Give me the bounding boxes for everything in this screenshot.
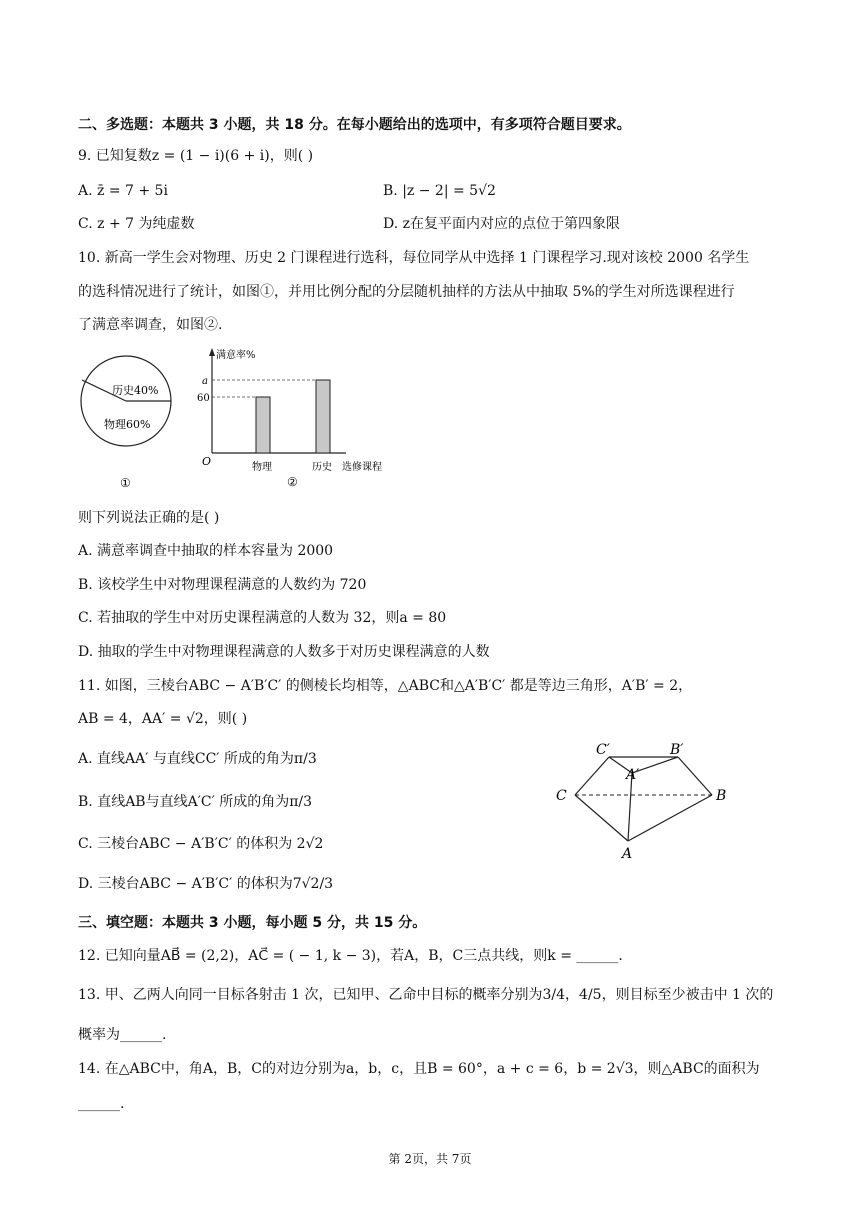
question-9-option-d: D. z在复平面内对应的点位于第四象限	[383, 216, 621, 232]
vertex-label-a1: A′	[626, 767, 640, 783]
question-14-stem-line-1: 14. 在△ABC中，角A，B，C的对边分别为a，b，c，且B = 60°，a + c = 6，b = 2√3，则△ABC的面积为	[78, 1061, 760, 1077]
question-10-option-c: C. 若抽取的学生中对历史课程满意的人数为 32，则a = 80	[78, 610, 447, 626]
bar-chart-figure-2	[196, 343, 406, 493]
question-10-option-b: B. 该校学生中对物理课程满意的人数约为 720	[78, 577, 367, 593]
question-12-stem: 12. 已知向量AB⃗ = (2,2)，AC⃗ = ( − 1, k − 3)，若A，B，C三点共线，则k = ______.	[78, 948, 623, 964]
x-label-history: 历史	[312, 462, 332, 473]
section-header-multiple-choice: 二、多选题：本题共 3 小题，共 18 分。在每小题给出的选项中，有多项符合题目要求。	[78, 117, 631, 133]
question-11-option-a: A. 直线AA′ 与直线CC′ 所成的角为π/3	[78, 751, 317, 767]
y-axis-label: 满意率%	[216, 350, 256, 361]
question-11-stem-line-2: AB = 4，AA′ = √2，则( )	[78, 711, 248, 727]
question-10-option-a: A. 满意率调查中抽取的样本容量为 2000	[78, 543, 334, 559]
question-9-option-a: A. z̄ = 7 + 5i	[78, 183, 168, 199]
page-footer: 第 2页，共 7页	[388, 1152, 472, 1166]
figure-1-caption: ①	[120, 476, 131, 490]
question-10-prompt: 则下列说法正确的是( )	[78, 510, 220, 526]
bar-history	[316, 380, 330, 453]
vertex-label-c: C	[556, 788, 567, 804]
pie-label-physics: 物理60%	[104, 418, 151, 431]
x-label-physics: 物理	[252, 462, 272, 473]
pie-label-history: 历史40%	[112, 384, 159, 397]
edge-c1-c	[575, 757, 609, 795]
question-9-option-c: C. z + 7 为纯虚数	[78, 216, 195, 232]
vertex-label-a: A	[622, 846, 633, 862]
y-axis-arrow	[209, 348, 215, 356]
pie-chart-figure-1	[74, 353, 184, 493]
question-9-option-b: B. |z − 2| = 5√2	[383, 183, 496, 199]
section-header-fill-in: 三、填空题：本题共 3 小题，每小题 5 分，共 15 分。	[78, 915, 427, 931]
vertex-label-c1: C′	[596, 742, 610, 758]
question-11-stem-line-1: 11. 如图，三棱台ABC − A′B′C′ 的侧棱长均相等，△ABC和△A′B′C′ 都是等边三角形，A′B′ = 2，	[78, 678, 693, 694]
y-tick-a: a	[202, 376, 208, 387]
edge-a1-a	[628, 773, 632, 841]
origin-label: O	[202, 455, 212, 468]
bar-physics	[256, 397, 270, 453]
question-10-option-d: D. 抽取的学生中对物理课程满意的人数多于对历史课程满意的人数	[78, 644, 490, 660]
y-tick-60: 60	[197, 393, 210, 404]
question-11-option-b: B. 直线AB与直线A′C′ 所成的角为π/3	[78, 794, 313, 810]
question-11-option-d: D. 三棱台ABC − A′B′C′ 的体积为7√2/3	[78, 876, 334, 892]
edge-c-a	[575, 795, 628, 841]
question-11-option-c: C. 三棱台ABC − A′B′C′ 的体积为 2√2	[78, 836, 324, 852]
vertex-label-b1: B′	[670, 742, 684, 758]
figure-2-caption: ②	[287, 475, 298, 489]
question-14-stem-line-2: ______.	[78, 1096, 125, 1112]
question-10-stem-line-2: 的选科情况进行了统计，如图①，并用比例分配的分层随机抽样的方法从中抽取 5%的学生对所选课程进行	[78, 284, 735, 300]
question-10-stem-line-1: 10. 新高一学生会对物理、历史 2 门课程进行选科，每位同学从中选择 1 门课程学习.现对该校 2000 名学生	[78, 250, 750, 266]
edge-b1-b	[678, 757, 712, 795]
frustum-figure	[548, 738, 748, 868]
edge-b-a	[628, 795, 712, 841]
question-13-stem-line-2: 概率为______.	[78, 1027, 167, 1043]
vertex-label-b: B	[716, 788, 727, 804]
question-10-stem-line-3: 了满意率调查，如图②.	[78, 317, 223, 333]
x-axis-label: 选修课程	[342, 462, 382, 473]
question-9-stem: 9. 已知复数z = (1 − i)(6 + i)，则( )	[78, 148, 314, 164]
question-13-stem-line-1: 13. 甲、乙两人向同一目标各射击 1 次，已知甲、乙命中目标的概率分别为3/4，4/5，则目标至少被击中 1 次的	[78, 987, 774, 1003]
